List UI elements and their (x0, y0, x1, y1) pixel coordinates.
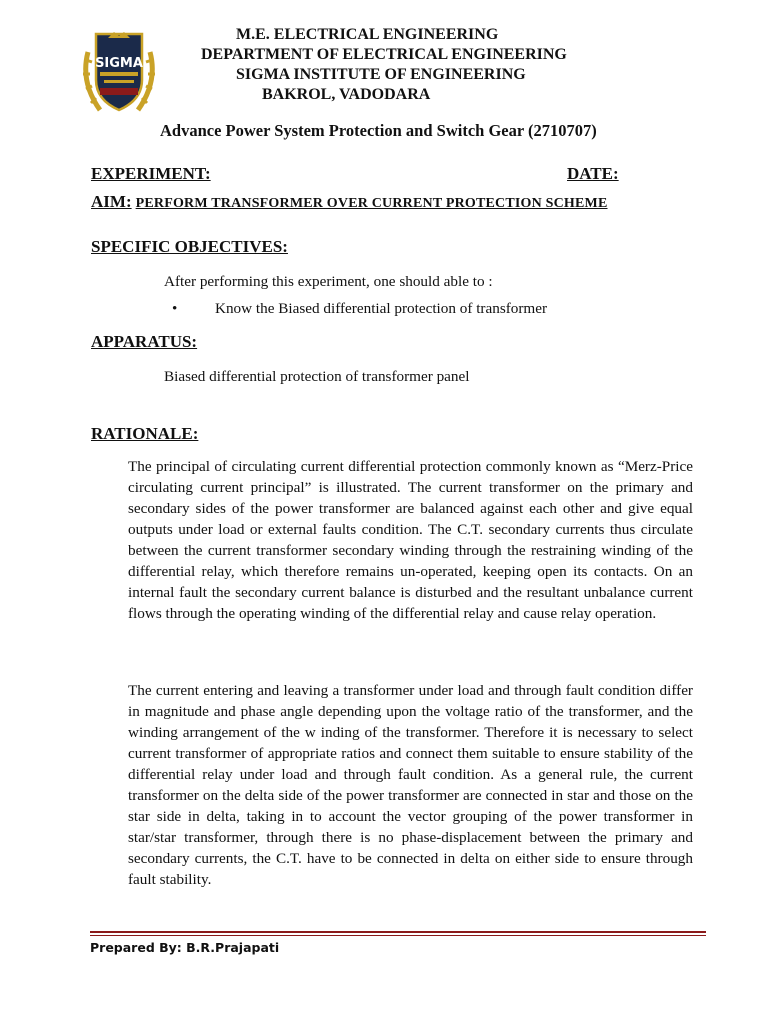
aim-row (91, 192, 608, 212)
aim-title: PERFORM TRANSFORMER OVER CURRENT PROTECTION SCHEME (135, 196, 608, 211)
aim-label: AIM: (91, 192, 132, 211)
header-location: BAKROL, VADODARA (262, 86, 431, 103)
rationale-paragraph-2: The current entering and leaving a transformer under load and through fault condition differ in magnitude and phase angle depending upon the voltage ratio of the transformer, and the winding arrangement of the w inding of the transformer. Therefore it is necessary to select current transformer of appropriate ratios and connect them suitable to ensure stability of the differential relay under load and through fault condition. As a general rule, the current transformer on the delta side of the power transformer are connected in star and those on the star side in delta, taking in to account the vector grouping of the power transformer in star/star transformer, through there is no phase-displacement between the primary and secondary currents, the C.T. have to be connected in delta on either side to ensure through fault stability. (128, 682, 693, 888)
sigma-logo (78, 22, 160, 122)
objective-item: • Know the Biased differential protection of transformer (215, 298, 547, 319)
header-program: M.E. ELECTRICAL ENGINEERING (236, 26, 499, 43)
logo-text: SIGMA (95, 56, 143, 71)
apparatus-text: Biased differential protection of transformer panel (164, 368, 470, 385)
header-institute: SIGMA INSTITUTE OF ENGINEERING (236, 66, 526, 83)
course-title: Advance Power System Protection and Switch Gear (2710707) (160, 121, 597, 140)
objectives-list (215, 298, 547, 319)
objectives-intro: After performing this experiment, one should able to : (164, 273, 493, 290)
rationale-paragraph-1: The principal of circulating current differential protection commonly known as “Merz-Price circulating current principal” is illustrated. The current transformer on the primary and secondary sides of the power transformer are balanced against each other and give equal outputs under load or external faults condition. The C.T. secondary currents thus circulate between the current transformer secondary winding through the restraining winding of the differential relay, which therefore remains un-operated, keeping open its contacts. On an internal fault the secondary current balance is disturbed and the resultant unbalance current flows through the operating winding of the differential relay and cause relay operation. (128, 458, 693, 622)
rationale-heading: RATIONALE: (91, 424, 199, 443)
date-label: DATE: (567, 164, 619, 183)
objectives-heading: SPECIFIC OBJECTIVES: (91, 237, 288, 256)
prepared-by: Prepared By: B.R.Prajapati (90, 940, 280, 955)
apparatus-heading: APPARATUS: (91, 332, 198, 351)
footer-rule-thin (90, 935, 706, 936)
header-department: DEPARTMENT OF ELECTRICAL ENGINEERING (201, 46, 567, 63)
experiment-label: EXPERIMENT: (91, 164, 211, 183)
footer-rule (90, 931, 706, 933)
